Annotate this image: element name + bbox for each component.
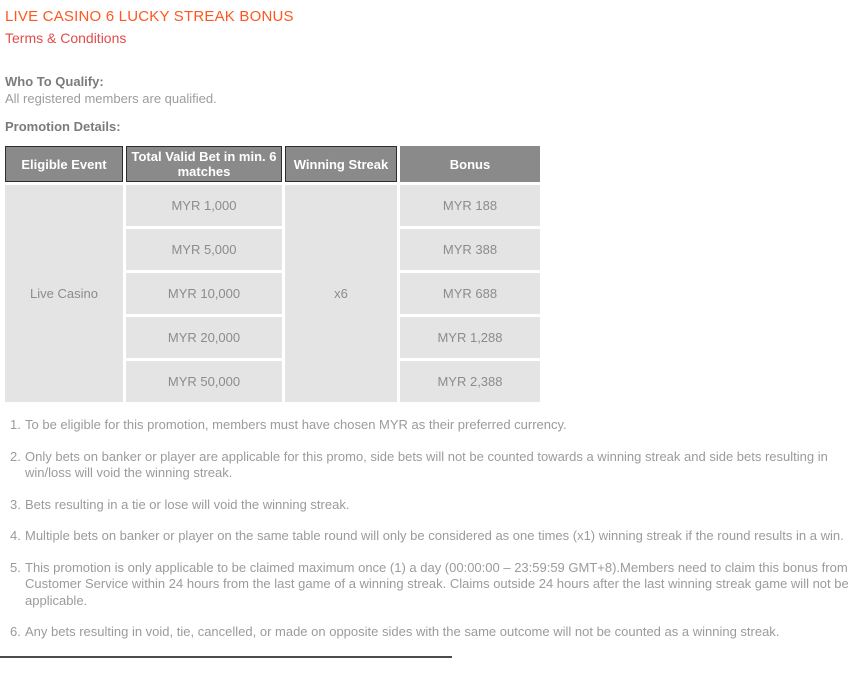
qualify-heading: Who To Qualify:	[5, 74, 104, 89]
promotion-details-heading: Promotion Details:	[5, 119, 121, 134]
list-item-number: 2.	[10, 448, 21, 464]
list-item-text: Any bets resulting in void, tie, cancelled, or made on opposite sides with the same outcome will not be counted as a winning streak.	[25, 624, 780, 639]
page-title: LIVE CASINO 6 LUCKY STREAK BONUS	[5, 8, 294, 25]
bonus-cell: MYR 188	[400, 185, 540, 226]
column-header-eligible-event: Eligible Event	[5, 146, 123, 182]
bonus-cell: MYR 1,288	[400, 317, 540, 358]
list-item-text: This promotion is only applicable to be claimed maximum once (1) a day (00:00:00 – 23:59:59 GMT+8).Members need to claim this bonus from Customer Service within 24 hours from the last game of a winning streak. Claims outside 24 hours after the last winning streak game will not be applicable.	[25, 559, 849, 608]
bet-cell: MYR 50,000	[126, 361, 282, 402]
viewport-cutoff-line	[0, 656, 452, 658]
list-item	[10, 497, 859, 514]
bet-cell: MYR 1,000	[126, 185, 282, 226]
list-item-text: Only bets on banker or player are applicable for this promo, side bets will not be counted towards a winning streak and side bets resulting in win/loss will void the winning streak.	[25, 448, 828, 480]
terms-list	[5, 417, 859, 641]
column-header-bonus: Bonus	[400, 146, 540, 182]
list-item	[10, 624, 859, 641]
bonus-cell: MYR 388	[400, 229, 540, 270]
list-item	[10, 449, 859, 482]
bonus-cell: MYR 2,388	[400, 361, 540, 402]
eligible-event-cell: Live Casino	[5, 185, 123, 402]
column-header-total-valid-bet: Total Valid Bet in min. 6 matches	[126, 146, 282, 182]
list-item-text: Bets resulting in a tie or lose will void the winning streak.	[25, 496, 350, 512]
bet-cell: MYR 10,000	[126, 273, 282, 314]
qualify-text: All registered members are qualified.	[5, 91, 217, 106]
list-item	[10, 528, 859, 545]
list-item-number: 4.	[10, 528, 21, 543]
list-item-number: 1.	[10, 417, 21, 432]
list-item-text: Multiple bets on banker or player on the same table round will only be considered as one times (x1) winning streak if the round results in a win.	[25, 528, 844, 543]
list-item	[10, 417, 859, 434]
table-header-row	[5, 146, 540, 182]
list-item-number: 3.	[10, 496, 21, 512]
list-item-number: 5.	[10, 559, 21, 575]
terms-conditions-heading: Terms & Conditions	[5, 30, 127, 46]
list-item	[10, 560, 859, 610]
list-item-text: To be eligible for this promotion, members must have chosen MYR as their preferred currency.	[25, 417, 567, 432]
winning-streak-cell: x6	[285, 185, 397, 402]
bet-cell: MYR 5,000	[126, 229, 282, 270]
list-item-number: 6.	[10, 624, 21, 639]
promotion-table	[2, 143, 543, 405]
table-row	[5, 185, 540, 226]
bonus-cell: MYR 688	[400, 273, 540, 314]
bet-cell: MYR 20,000	[126, 317, 282, 358]
column-header-winning-streak: Winning Streak	[285, 146, 397, 182]
